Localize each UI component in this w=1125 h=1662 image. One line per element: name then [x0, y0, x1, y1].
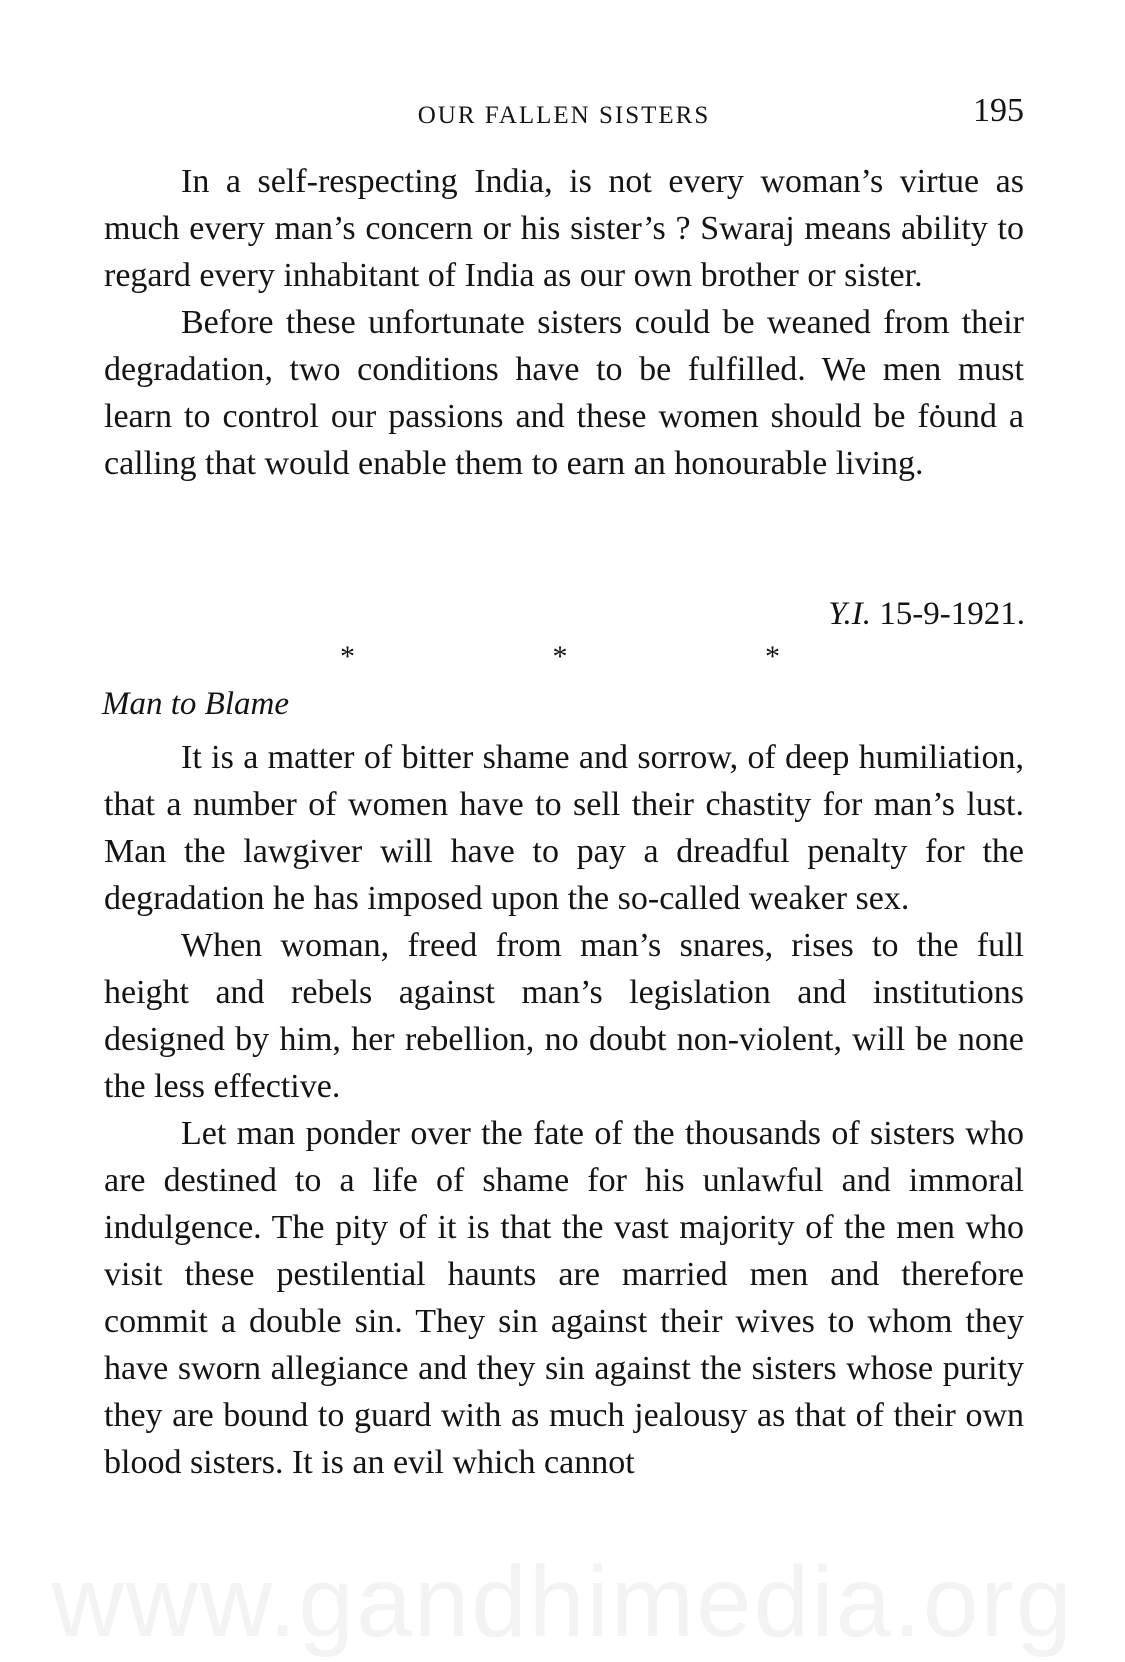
- paragraph: It is a matter of bitter shame and sorrow, of deep humiliation, that a number of women have to sell their chastity for man’s lust. Man the lawgiver will have to pay a dreadful penalty for the degradation he has imposed upon the so-called weaker sex.: [104, 739, 1024, 917]
- citation-journal: Y.I.: [828, 596, 872, 632]
- running-title: OUR FALLEN SISTERS: [417, 102, 711, 129]
- separator-asterisk: *: [552, 640, 568, 673]
- page-header: [104, 92, 1024, 142]
- paragraph: Before these unfortunate sisters could be weaned from their degradation, two conditions have to be fulfilled. We men must learn to control our passions and these women should be fȯund a calling that would enable them to earn an honourable living.: [104, 304, 1024, 482]
- separator-asterisk: *: [340, 640, 355, 673]
- paragraph: When woman, freed from man’s snares, rises to the full height and rebels against man’s legislation and institutions designed by him, her rebellion, no doubt non-violent, will be none the less effective.: [104, 927, 1024, 1105]
- watermark: www.gandhimedia.org: [51, 1546, 1074, 1658]
- page-number: 195: [973, 92, 1024, 129]
- paragraph: Let man ponder over the fate of the thousands of sisters who are destined to a life of shame for his unlawful and immoral indulgence. The pity of it is that the vast majority of the men who visit these pestilential haunts are married men and therefore commit a double sin. They sin against their wives to whom they have sworn allegiance and they sin against the sisters whose purity they are bound to guard with as much jealousy as that of their own blood sisters. It is an evil which cannot: [104, 1115, 1024, 1481]
- section-separator: [340, 640, 780, 674]
- separator-asterisk: *: [765, 640, 780, 673]
- section-heading: Man to Blame: [102, 686, 289, 722]
- section-text-block: [104, 734, 1024, 1486]
- paragraph: In a self-respecting India, is not every woman’s virtue as much every man’s concern or his sister’s ? Swaraj means ability to regard every inhabitant of India as our own brother or sister.: [104, 163, 1024, 294]
- source-citation: [828, 594, 1025, 634]
- opening-text-block: [104, 158, 1024, 487]
- citation-date: 15-9-1921.: [879, 596, 1025, 632]
